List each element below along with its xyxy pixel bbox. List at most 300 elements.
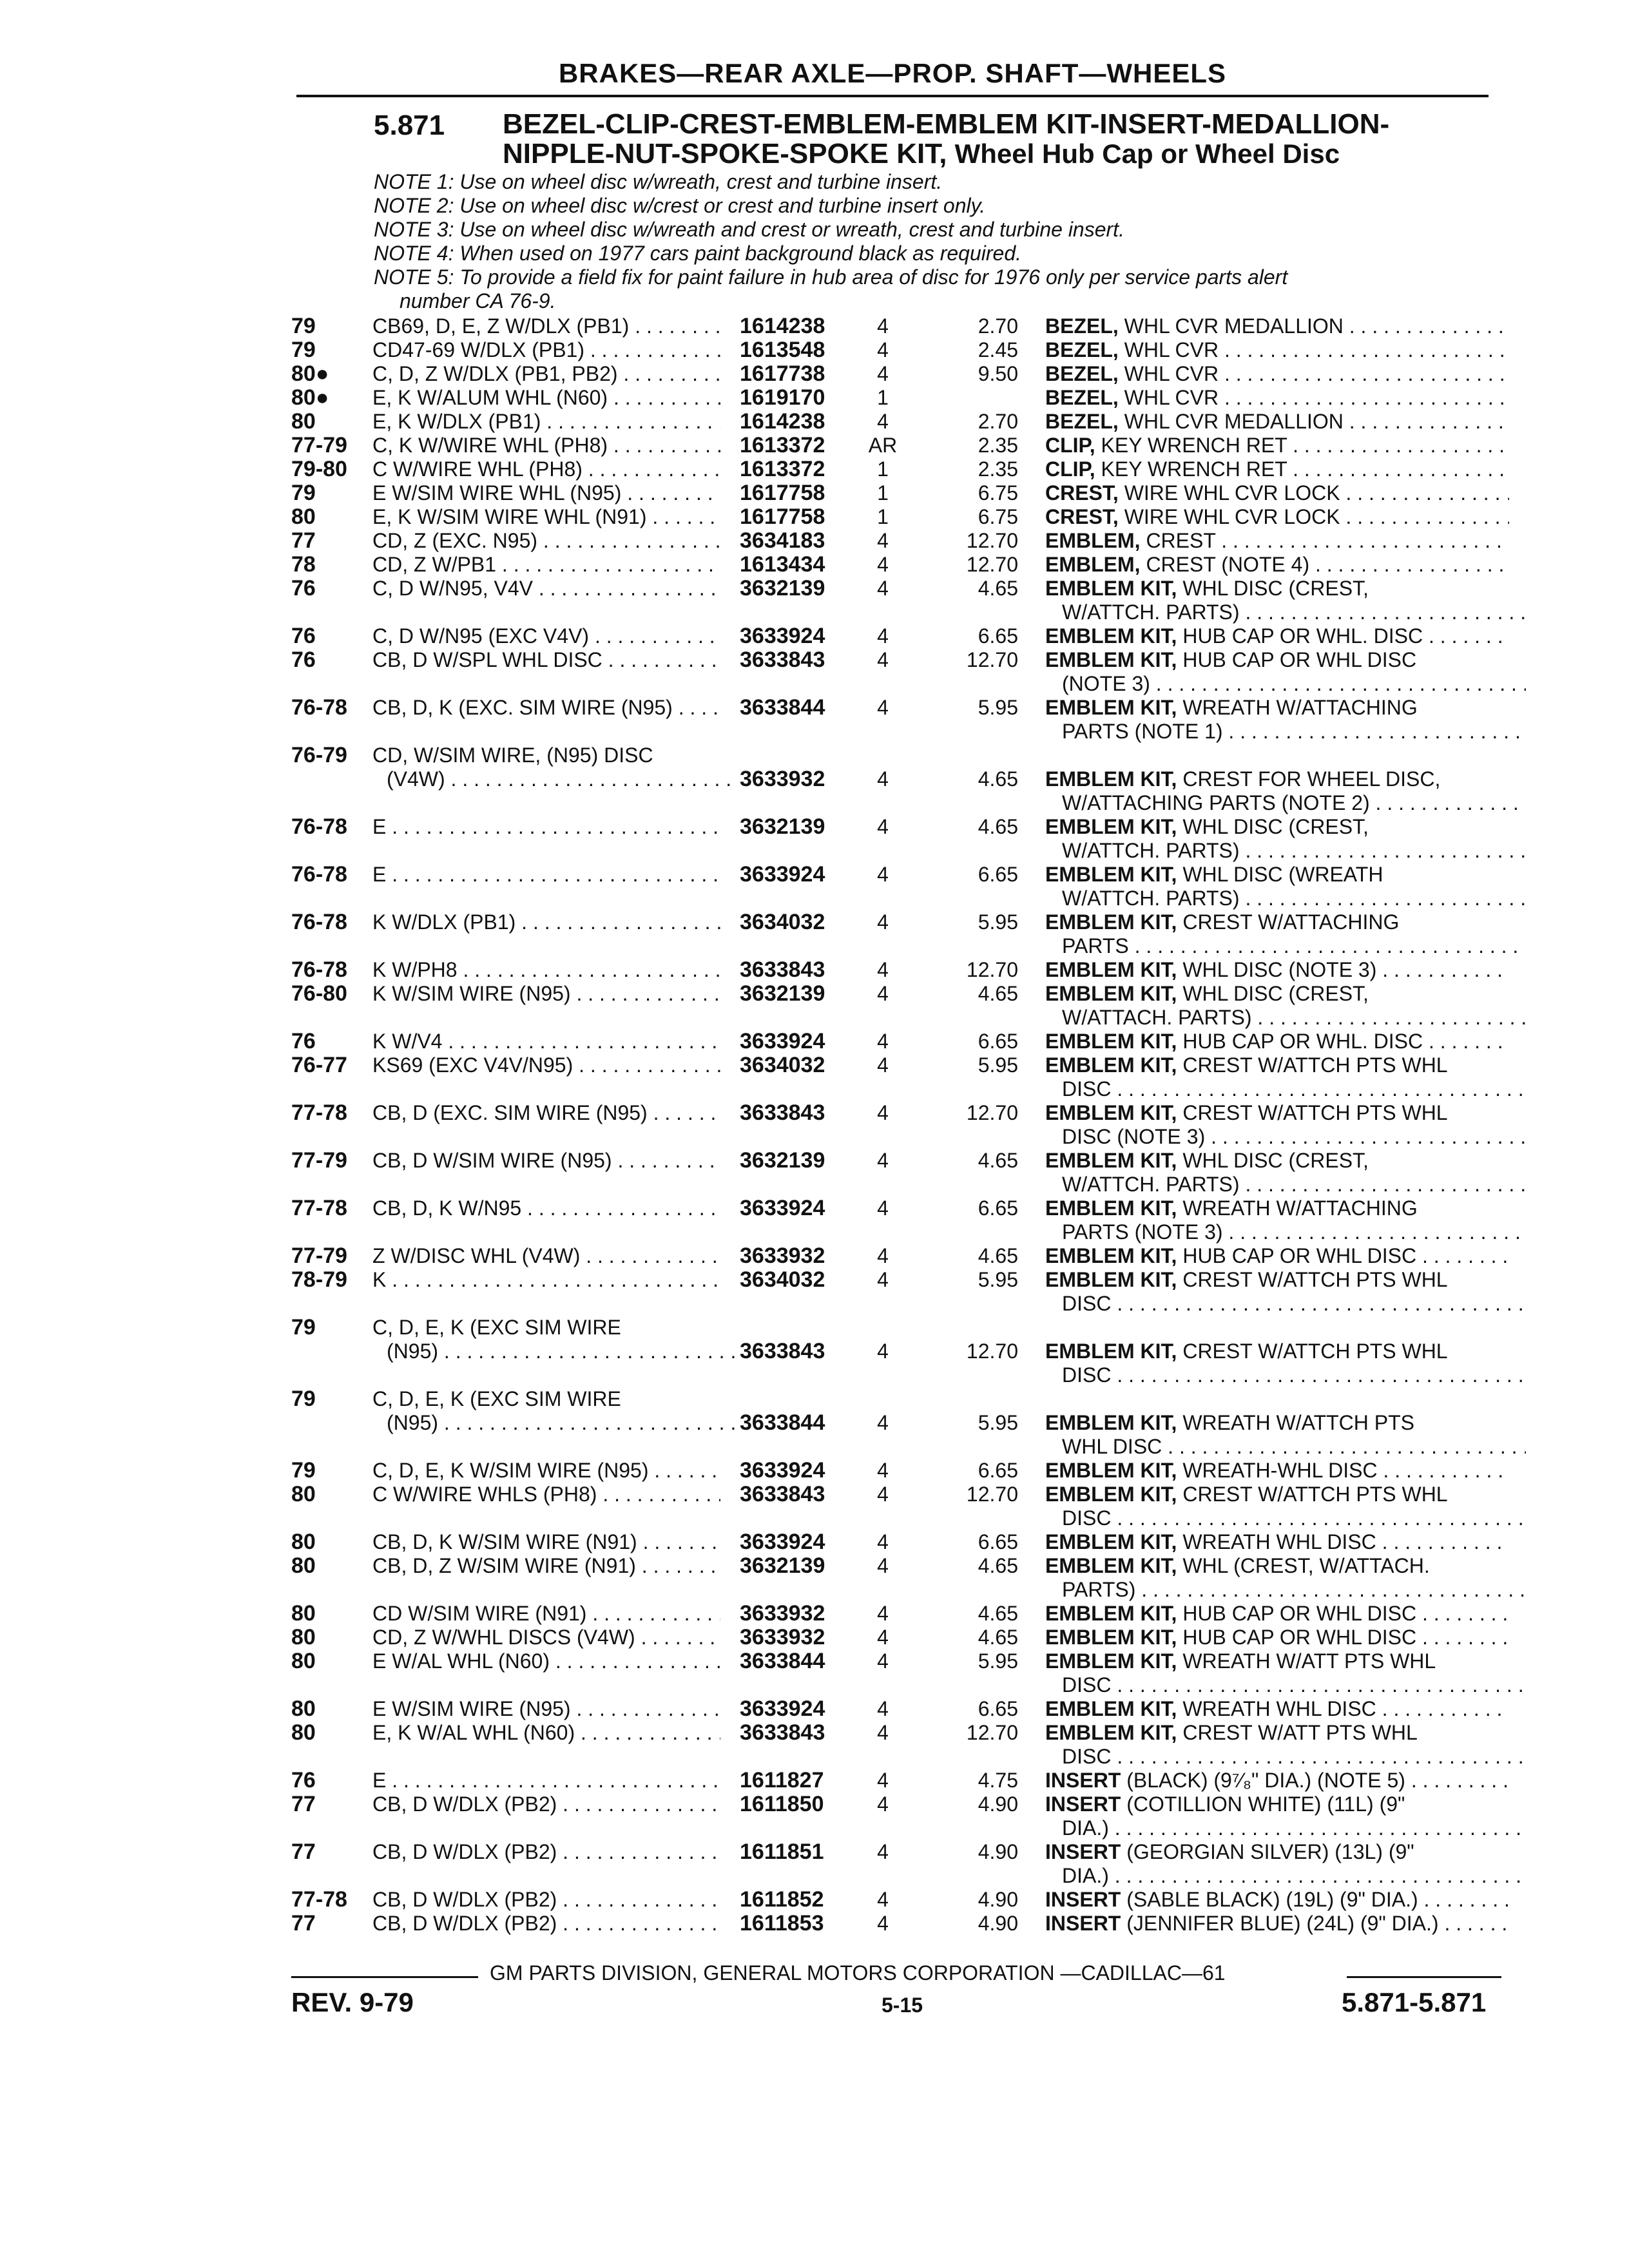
model-cell: E . . . [372, 815, 720, 839]
year-cell: 77-78 [291, 1196, 347, 1220]
part-number-cell: 1611851 [740, 1840, 824, 1864]
model-cell: C, D, E, K W/SIM WIRE (N95) . . . [372, 1459, 720, 1483]
description-cell [1045, 1149, 1509, 1173]
notes-block [374, 170, 1508, 313]
price-cell: 12.70 [966, 529, 1018, 552]
model-cell: K W/PH8 . . . [372, 958, 720, 982]
table-row [0, 1482, 1629, 1530]
description-cell-continued: WHL DISC . . . [1062, 1435, 1526, 1459]
year-cell: 76-80 [291, 981, 347, 1006]
table-row [0, 1244, 1629, 1268]
table-row [0, 910, 1629, 957]
part-name: EMBLEM, [1045, 553, 1141, 576]
year-cell: 76-77 [291, 1053, 347, 1077]
page-header: BRAKES—REAR AXLE—PROP. SHAFT—WHEELS [558, 58, 1227, 88]
description-cell-continued: DISC (NOTE 3) . . . [1062, 1125, 1526, 1149]
description-cell [1045, 863, 1509, 887]
part-name: CLIP, [1045, 434, 1095, 457]
model-cell: CB, D W/DLX (PB2) . . . [372, 1912, 720, 1936]
price-cell: 2.35 [978, 457, 1018, 481]
description-cell [1045, 815, 1509, 839]
table-row [0, 1649, 1629, 1696]
part-description: WHL CVR [1118, 386, 1219, 409]
part-description: WREATH WHL DISC [1177, 1530, 1376, 1553]
quantity-cell: 4 [877, 863, 889, 886]
part-name: BEZEL, [1045, 410, 1119, 433]
price-cell: 12.70 [966, 553, 1018, 576]
quantity-cell: 1 [877, 505, 889, 528]
table-row [0, 362, 1629, 386]
year-cell: 79 [291, 1458, 316, 1483]
description-cell [1045, 1721, 1509, 1745]
model-cell: CD, Z W/WHL DISCS (V4W) . . . [372, 1626, 720, 1649]
year-cell: 80● [291, 361, 329, 386]
quantity-cell: 4 [877, 1697, 889, 1720]
quantity-cell: 4 [877, 910, 889, 934]
year-cell: 80 [291, 1530, 316, 1554]
quantity-cell: 4 [877, 1912, 889, 1935]
price-cell: 5.95 [978, 910, 1018, 934]
table-row [0, 958, 1629, 982]
section-title-line2-b: Wheel Hub Cap or Wheel Disc [954, 139, 1340, 169]
description-cell [1045, 696, 1509, 720]
note-3: NOTE 3: Use on wheel disc w/wreath and crest or wreath, crest and turbine insert. [374, 218, 1124, 241]
model-cell: CB, D W/DLX (PB2) . . . [372, 1888, 720, 1912]
year-cell: 80 [291, 1649, 316, 1673]
quantity-cell: 4 [877, 553, 889, 576]
model-cell: CD, W/SIM WIRE, (N95) DISC [372, 744, 653, 767]
year-cell: 80 [291, 1720, 316, 1745]
part-description: HUB CAP OR WHL. DISC [1177, 1030, 1423, 1053]
year-cell: 79-80 [291, 457, 347, 481]
table-row [0, 1888, 1629, 1912]
part-description: CREST W/ATTCH PTS WHL [1177, 1340, 1448, 1363]
model-cell: CD, Z (EXC. N95) . . . [372, 529, 720, 553]
quantity-cell: 4 [877, 1792, 889, 1816]
note-4: NOTE 4: When used on 1977 cars paint background black as required. [374, 242, 1022, 265]
part-name: EMBLEM KIT, [1045, 1626, 1177, 1649]
quantity-cell: 4 [877, 577, 889, 600]
part-name: EMBLEM KIT, [1045, 1196, 1177, 1220]
year-cell: 80 [291, 1553, 316, 1578]
part-name: BEZEL, [1045, 386, 1119, 409]
description-cell [1045, 1769, 1509, 1792]
model-cell: K W/DLX (PB1) . . . [372, 910, 720, 934]
table-row [0, 434, 1629, 457]
year-cell: 80 [291, 1601, 316, 1626]
quantity-cell: 4 [877, 648, 889, 671]
footer-rule-right [1347, 1976, 1501, 1978]
table-row [0, 1769, 1629, 1792]
part-number-cell: 3633924 [740, 862, 825, 887]
table-row [0, 1148, 1629, 1196]
model-cell: CD W/SIM WIRE (N91) . . . [372, 1602, 720, 1626]
description-cell-continued: W/ATTCH. PARTS) . . . [1062, 601, 1526, 624]
table-row [0, 1267, 1629, 1315]
year-cell: 76 [291, 1768, 316, 1792]
table-row [0, 814, 1629, 862]
part-description: CREST [1140, 529, 1216, 552]
quantity-cell: 1 [877, 457, 889, 481]
part-name: EMBLEM KIT, [1045, 910, 1177, 934]
part-number-cell: 3633843 [740, 1482, 825, 1506]
part-number-cell: 1614238 [740, 409, 825, 434]
part-name: EMBLEM KIT, [1045, 1149, 1177, 1172]
part-description: KEY WRENCH RET [1095, 457, 1287, 481]
part-number-cell: 3633844 [740, 1649, 825, 1673]
year-cell: 77-79 [291, 1148, 347, 1173]
quantity-cell: AR [868, 434, 898, 457]
price-cell: 4.65 [978, 1626, 1018, 1649]
model-cell-continued: (N95) . . . [387, 1411, 735, 1435]
price-cell: 4.65 [978, 1244, 1018, 1267]
year-cell: 76 [291, 1029, 316, 1053]
table-row [0, 1792, 1629, 1840]
part-name: EMBLEM KIT, [1045, 577, 1177, 600]
part-number-cell: 3633924 [740, 1530, 825, 1554]
part-description: HUB CAP OR WHL. DISC [1177, 624, 1423, 648]
table-row [0, 1720, 1629, 1768]
part-number-cell: 3633844 [740, 695, 825, 720]
description-cell-continued: PARTS . . . [1062, 934, 1526, 958]
price-cell: 12.70 [966, 1340, 1018, 1363]
model-cell: E, K W/DLX (PB1) . . . [372, 410, 720, 434]
description-cell [1045, 386, 1509, 410]
description-cell-continued: (NOTE 3) . . . [1062, 672, 1526, 696]
table-row [0, 529, 1629, 553]
part-number-cell: 3633924 [740, 1196, 825, 1220]
quantity-cell: 4 [877, 1030, 889, 1053]
description-cell-continued: DISC . . . [1062, 1745, 1526, 1769]
table-row [0, 1053, 1629, 1100]
price-cell: 6.75 [978, 481, 1018, 505]
description-cell [1045, 1411, 1509, 1435]
part-description: CREST W/ATTACHING [1177, 910, 1400, 934]
section-reference: 5.871-5.871 [1342, 1987, 1487, 2017]
part-number-cell: 3633924 [740, 1029, 825, 1053]
part-name: EMBLEM KIT, [1045, 1244, 1177, 1267]
year-cell: 80 [291, 1696, 316, 1721]
page-number: 5-15 [882, 1994, 923, 2017]
price-cell: 4.65 [978, 1602, 1018, 1625]
description-cell [1045, 767, 1509, 791]
table-row [0, 1602, 1629, 1626]
part-name: INSERT [1045, 1792, 1121, 1816]
price-cell: 12.70 [966, 1721, 1018, 1744]
price-cell: 6.75 [978, 505, 1018, 528]
model-cell: CB, D W/DLX (PB2) . . . [372, 1840, 720, 1864]
table-row [0, 1697, 1629, 1721]
year-cell: 77-79 [291, 433, 347, 457]
description-cell [1045, 1554, 1509, 1578]
section-title [503, 110, 1469, 169]
table-row [0, 1626, 1629, 1649]
quantity-cell: 4 [877, 1649, 889, 1673]
part-name: EMBLEM KIT, [1045, 648, 1177, 671]
model-cell: K W/V4 . . . [372, 1030, 720, 1053]
year-cell: 76-78 [291, 957, 347, 982]
description-cell-continued: DISC . . . [1062, 1077, 1526, 1101]
part-number-cell: 3633843 [740, 1100, 825, 1125]
part-name: EMBLEM KIT, [1045, 982, 1177, 1005]
part-number-cell: 1617758 [740, 481, 825, 505]
description-cell [1045, 958, 1509, 982]
price-cell: 4.65 [978, 577, 1018, 600]
quantity-cell: 4 [877, 529, 889, 552]
year-cell: 77 [291, 1840, 316, 1864]
description-cell [1045, 1459, 1509, 1483]
part-description: (BLACK) (9⁷⁄₈" DIA.) (NOTE 5) [1121, 1769, 1405, 1792]
table-row [0, 1315, 1629, 1387]
part-name: CREST, [1045, 481, 1119, 505]
quantity-cell: 4 [877, 958, 889, 981]
model-cell: K W/SIM WIRE (N95) . . . [372, 982, 720, 1006]
year-cell: 76-78 [291, 862, 347, 887]
part-name: BEZEL, [1045, 314, 1119, 338]
description-cell [1045, 362, 1509, 386]
description-cell-continued: W/ATTCH. PARTS) . . . [1062, 887, 1526, 910]
table-row [0, 457, 1629, 481]
year-cell: 77-79 [291, 1244, 347, 1268]
description-cell [1045, 1483, 1509, 1506]
part-description: (JENNIFER BLUE) (24L) (9" DIA.) [1121, 1912, 1439, 1935]
table-row [0, 386, 1629, 410]
quantity-cell: 4 [877, 338, 889, 361]
quantity-cell: 4 [877, 1626, 889, 1649]
description-cell-continued: W/ATTCH. PARTS) . . . [1062, 1173, 1526, 1196]
model-cell: C, D W/N95 (EXC V4V) . . . [372, 624, 720, 648]
model-cell: CB, D, K W/SIM WIRE (N91) . . . [372, 1530, 720, 1554]
part-description: CREST W/ATTCH PTS WHL [1177, 1483, 1448, 1506]
price-cell: 6.65 [978, 863, 1018, 886]
model-cell: CB, D, K W/N95 . . . [372, 1196, 720, 1220]
part-name: BEZEL, [1045, 362, 1119, 385]
description-cell [1045, 1101, 1509, 1125]
part-number-cell: 1613372 [740, 433, 825, 457]
part-description: KEY WRENCH RET [1095, 434, 1287, 457]
model-cell-continued: (N95) . . . [387, 1340, 735, 1363]
price-cell: 4.75 [978, 1769, 1018, 1792]
quantity-cell: 4 [877, 624, 889, 648]
part-description: WHL DISC (NOTE 3) [1177, 958, 1377, 981]
model-cell: C W/WIRE WHL (PH8) . . . [372, 457, 720, 481]
part-number-cell: 3632139 [740, 981, 825, 1006]
year-cell: 76 [291, 624, 316, 648]
part-name: INSERT [1045, 1840, 1121, 1863]
price-cell: 5.95 [978, 1053, 1018, 1077]
part-name: EMBLEM KIT, [1045, 767, 1177, 791]
price-cell: 12.70 [966, 648, 1018, 671]
part-name: EMBLEM KIT, [1045, 1649, 1177, 1673]
part-number-cell: 1611850 [740, 1792, 824, 1816]
part-number-cell: 3634032 [740, 910, 825, 934]
year-cell: 79 [291, 481, 316, 505]
table-row [0, 1840, 1629, 1887]
quantity-cell: 4 [877, 1459, 889, 1482]
quantity-cell: 4 [877, 1340, 889, 1363]
part-number-cell: 1619170 [740, 385, 825, 410]
part-name: EMBLEM KIT, [1045, 1697, 1177, 1720]
quantity-cell: 4 [877, 314, 889, 338]
model-cell: KS69 (EXC V4V/N95) . . . [372, 1053, 720, 1077]
part-name: EMBLEM KIT, [1045, 1721, 1177, 1744]
note-5: NOTE 5: To provide a field fix for paint failure in hub area of disc for 1976 only per service parts alert [374, 265, 1288, 289]
model-cell: E, K W/ALUM WHL (N60) . . . [372, 386, 720, 410]
part-description: WHL DISC (CREST, [1177, 577, 1369, 600]
table-row [0, 1553, 1629, 1601]
model-cell: E, K W/AL WHL (N60) . . . [372, 1721, 720, 1745]
part-number-cell: 1611853 [740, 1911, 824, 1936]
part-description: WREATH WHL DISC [1177, 1697, 1376, 1720]
part-name: EMBLEM KIT, [1045, 1530, 1177, 1553]
part-number-cell: 3634183 [740, 528, 825, 553]
table-row [0, 576, 1629, 624]
description-cell [1045, 1792, 1509, 1816]
part-number-cell: 3633924 [740, 1458, 825, 1483]
part-description: WREATH W/ATTACHING [1177, 696, 1418, 719]
part-name: EMBLEM KIT, [1045, 1602, 1177, 1625]
section-title-line1: BEZEL-CLIP-CREST-EMBLEM-EMBLEM KIT-INSERT-MEDALLION- [503, 108, 1390, 140]
part-description: WHL DISC (WREATH [1177, 863, 1383, 886]
price-cell: 4.65 [978, 1554, 1018, 1577]
price-cell: 12.70 [966, 1483, 1018, 1506]
part-description: CREST FOR WHEEL DISC, [1177, 767, 1441, 791]
description-cell [1045, 1649, 1509, 1673]
description-cell [1045, 1268, 1509, 1292]
price-cell: 6.65 [978, 1030, 1018, 1053]
part-description: WHL CVR [1118, 362, 1219, 385]
part-name: INSERT [1045, 1912, 1121, 1935]
note-1: NOTE 1: Use on wheel disc w/wreath, crest and turbine insert. [374, 170, 943, 193]
price-cell: 4.90 [978, 1912, 1018, 1935]
quantity-cell: 1 [877, 481, 889, 505]
description-cell [1045, 1912, 1509, 1936]
model-cell: K . . . [372, 1268, 720, 1292]
table-row [0, 1912, 1629, 1936]
part-name: EMBLEM KIT, [1045, 1268, 1177, 1291]
table-row [0, 1459, 1629, 1483]
price-cell: 12.70 [966, 958, 1018, 981]
part-description: (SABLE BLACK) (19L) (9" DIA.) [1121, 1888, 1418, 1911]
model-cell: C W/WIRE WHLS (PH8) . . . [372, 1483, 720, 1506]
model-cell: E W/SIM WIRE (N95) . . . [372, 1697, 720, 1721]
quantity-cell: 4 [877, 1101, 889, 1124]
year-cell: 80 [291, 1625, 316, 1649]
quantity-cell: 4 [877, 1196, 889, 1220]
part-name: EMBLEM KIT, [1045, 815, 1177, 838]
year-cell: 76 [291, 576, 316, 601]
section-title-line2-a: NIPPLE-NUT-SPOKE-SPOKE KIT, [503, 138, 955, 169]
part-description: WHL CVR MEDALLION [1118, 410, 1344, 433]
part-name: EMBLEM KIT, [1045, 1053, 1177, 1077]
description-cell [1045, 314, 1509, 338]
table-row [0, 743, 1629, 814]
description-cell [1045, 1697, 1509, 1721]
part-name: EMBLEM KIT, [1045, 863, 1177, 886]
quantity-cell: 4 [877, 1888, 889, 1911]
part-description: CREST W/ATT PTS WHL [1177, 1721, 1418, 1744]
part-name: EMBLEM KIT, [1045, 1340, 1177, 1363]
part-name: EMBLEM, [1045, 529, 1141, 552]
part-description: WREATH W/ATTCH PTS [1177, 1411, 1414, 1434]
description-cell-continued: W/ATTCH. PARTS) . . . [1062, 839, 1526, 863]
note-5-continued: number CA 76-9. [400, 289, 556, 312]
quantity-cell: 4 [877, 1053, 889, 1077]
description-cell [1045, 529, 1509, 553]
table-row [0, 553, 1629, 577]
description-cell-continued: PARTS) . . . [1062, 1578, 1526, 1602]
quantity-cell: 4 [877, 1721, 889, 1744]
table-row [0, 481, 1629, 505]
description-cell-continued: DISC . . . [1062, 1506, 1526, 1530]
model-cell: E . . . [372, 863, 720, 887]
price-cell: 2.45 [978, 338, 1018, 361]
part-name: CREST, [1045, 505, 1119, 528]
price-cell: 4.90 [978, 1888, 1018, 1911]
description-cell [1045, 410, 1509, 434]
year-cell: 77 [291, 1911, 316, 1936]
description-cell [1045, 1626, 1509, 1649]
price-cell: 6.65 [978, 624, 1018, 648]
description-cell [1045, 1053, 1509, 1077]
part-description: CREST W/ATTCH PTS WHL [1177, 1053, 1448, 1077]
part-description: CREST (NOTE 4) [1140, 553, 1310, 576]
part-name: INSERT [1045, 1888, 1121, 1911]
table-row [0, 981, 1629, 1029]
description-cell-continued: DISC . . . [1062, 1673, 1526, 1697]
price-cell: 4.90 [978, 1840, 1018, 1863]
quantity-cell: 4 [877, 982, 889, 1005]
table-row [0, 695, 1629, 743]
price-cell: 4.65 [978, 815, 1018, 838]
model-cell: C, D W/N95, V4V . . . [372, 577, 720, 601]
description-cell [1045, 1602, 1509, 1626]
model-cell: CB, D W/SPL WHL DISC . . . [372, 648, 720, 672]
part-description: HUB CAP OR WHL DISC [1177, 648, 1417, 671]
part-description: CREST W/ATTCH PTS WHL [1177, 1101, 1448, 1124]
year-cell: 76 [291, 648, 316, 672]
quantity-cell: 4 [877, 696, 889, 719]
model-cell: E, K W/SIM WIRE WHL (N91) . . . [372, 505, 720, 529]
part-description: (COTILLION WHITE) (11L) (9" [1121, 1792, 1405, 1816]
price-cell: 5.95 [978, 1268, 1018, 1291]
part-number-cell: 3633932 [740, 1601, 825, 1626]
part-number-cell: 3632139 [740, 814, 825, 839]
footer-rule-left [291, 1976, 478, 1978]
table-row [0, 862, 1629, 910]
table-row [0, 505, 1629, 529]
part-name: EMBLEM KIT, [1045, 696, 1177, 719]
table-row [0, 1100, 1629, 1148]
description-cell [1045, 648, 1509, 672]
part-number-cell: 3633924 [740, 624, 825, 648]
part-description: WIRE WHL CVR LOCK [1118, 505, 1340, 528]
year-cell: 79 [291, 1387, 316, 1411]
part-number-cell: 3633843 [740, 1720, 825, 1745]
part-number-cell: 3632139 [740, 576, 825, 601]
part-number-cell: 3633843 [740, 957, 825, 982]
quantity-cell: 4 [877, 1554, 889, 1577]
model-cell: E W/SIM WIRE WHL (N95) . . . [372, 481, 720, 505]
description-cell [1045, 624, 1509, 648]
model-cell: CB, D (EXC. SIM WIRE (N95) . . . [372, 1101, 720, 1125]
description-cell [1045, 1340, 1509, 1363]
description-cell-continued: DISC . . . [1062, 1363, 1526, 1387]
part-name: EMBLEM KIT, [1045, 958, 1177, 981]
part-number-cell: 3633843 [740, 648, 825, 672]
price-cell: 4.90 [978, 1792, 1018, 1816]
part-number-cell: 3634032 [740, 1053, 825, 1077]
